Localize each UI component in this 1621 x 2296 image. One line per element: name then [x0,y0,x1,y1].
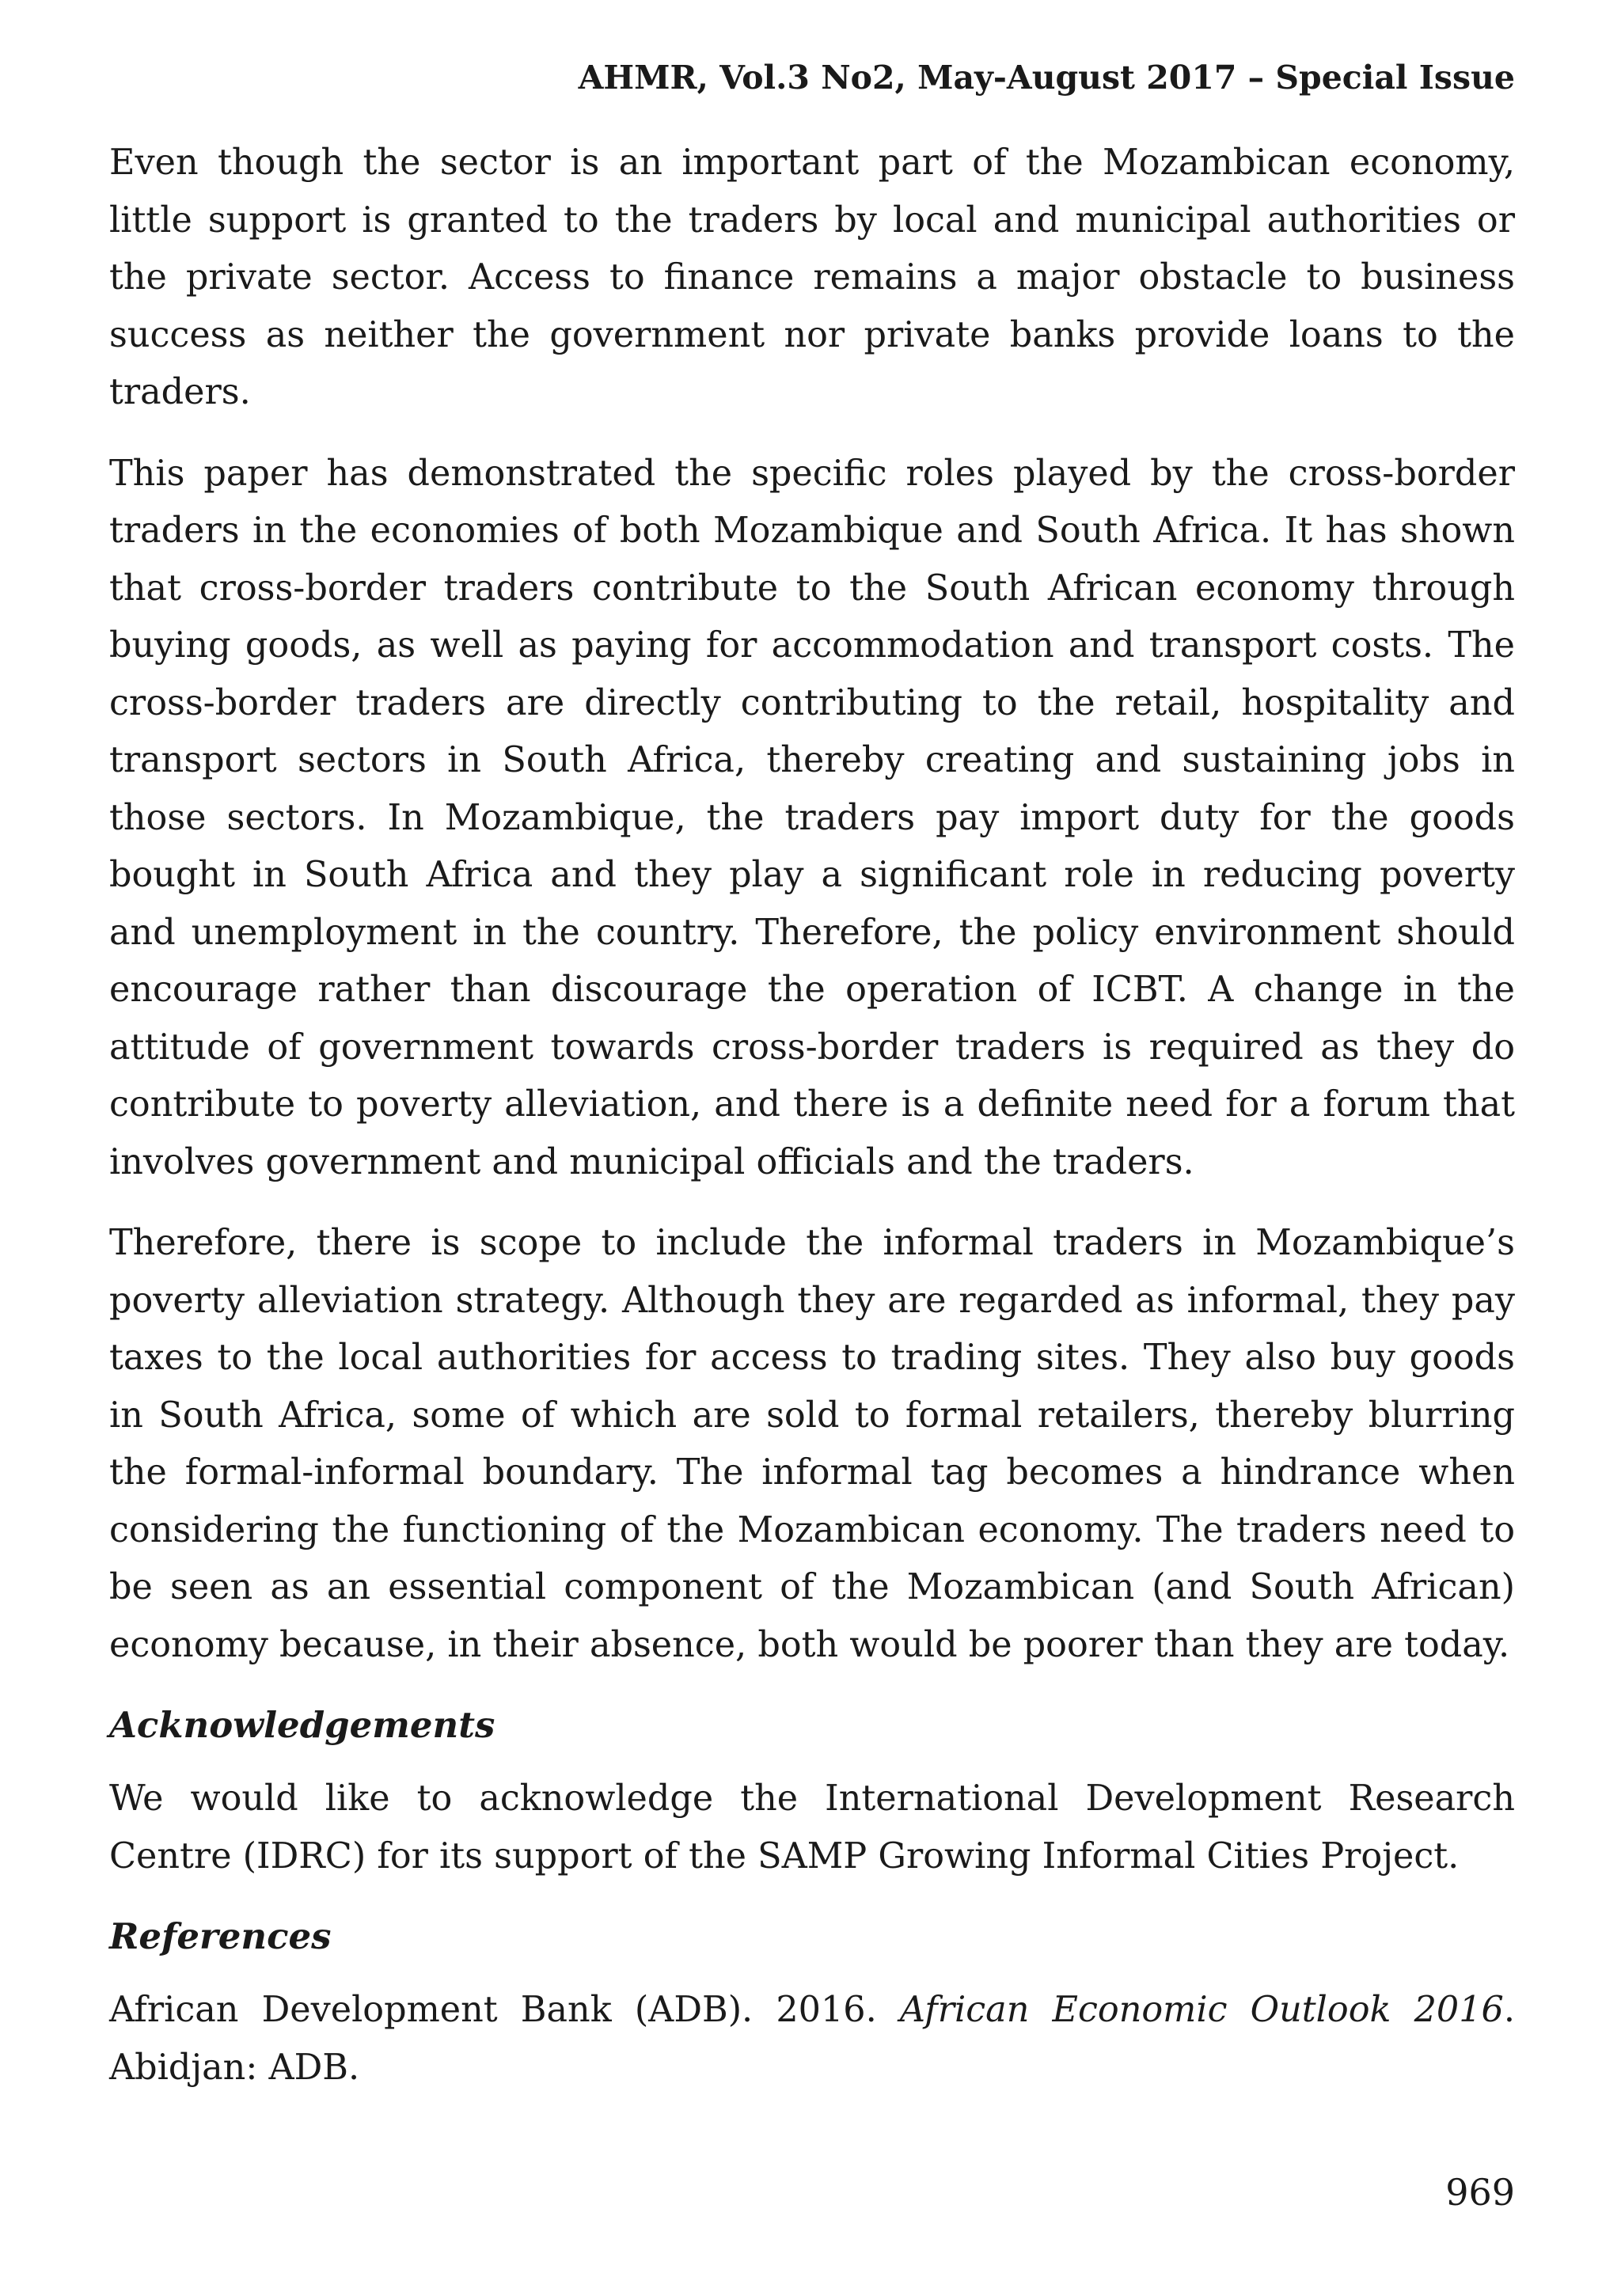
acknowledgements-heading: Acknowledgements [109,1704,495,1746]
acknowledgements-text: We would like to acknowledge the International Development Research Centre (IDRC) for its support of the SAMP Growing Informal Cities Project. [109,1778,1515,1877]
page-number: 969 [1445,2171,1515,2214]
reference-title: African Economic Outlook 2016 [899,1990,1504,2030]
running-header: AHMR, Vol.3 No2, May-August 2017 – Special Issue [578,59,1515,97]
reference-publisher: . Abidjan: ADB. [109,1990,1516,2088]
reference-author-year: African Development Bank (ADB). 2016. [109,1990,900,2030]
paper-page [109,0,1515,2296]
paragraph-trader-roles: This paper has demonstrated the specific roles played by the cross-border traders in the economies of both Mozambique and South Africa. It has shown that cross-border traders contribute to the South African economy through buying goods, as well as paying for accommodation and transport costs. The cross-border traders are directly contributing to the retail, hospitality and transport sectors in South Africa, thereby creating and sustaining jobs in those sectors. In Mozambique, the traders pay import duty for the goods bought in South Africa and they play a significant role in reducing poverty and unemployment in the country. Therefore, the policy environment should encourage rather than discourage the operation of ICBT. A change in the attitude of government towards cross-border traders is required as they do contribute to poverty alleviation, and there is a definite need for a forum that involves government and municipal officials and the traders. [109,453,1515,1182]
body-text [109,135,1515,2120]
paragraph-policy-scope: Therefore, there is scope to include the informal traders in Mozambique’s poverty alleviation strategy. Although they are regarded as informal, they pay taxes to the local authorities for access to trading sites. They also buy goods in South Africa, some of which are sold to formal retailers, thereby blurring the formal-informal boundary. The informal tag becomes a hindrance when considering the functioning of the Mozambican economy. The traders need to be seen as an essential component of the Mozambican (and South African) economy because, in their absence, both would be poorer than they are today. [109,1223,1515,1665]
paragraph-sector-support: Even though the sector is an important part of the Mozambican economy, little support is granted to the traders by local and municipal authorities or the private sector. Access to finance remains a major obstacle to business success as neither the government nor private banks provide loans to the traders. [109,142,1515,412]
reference-item [109,1982,1515,2097]
references-heading: References [109,1915,332,1957]
